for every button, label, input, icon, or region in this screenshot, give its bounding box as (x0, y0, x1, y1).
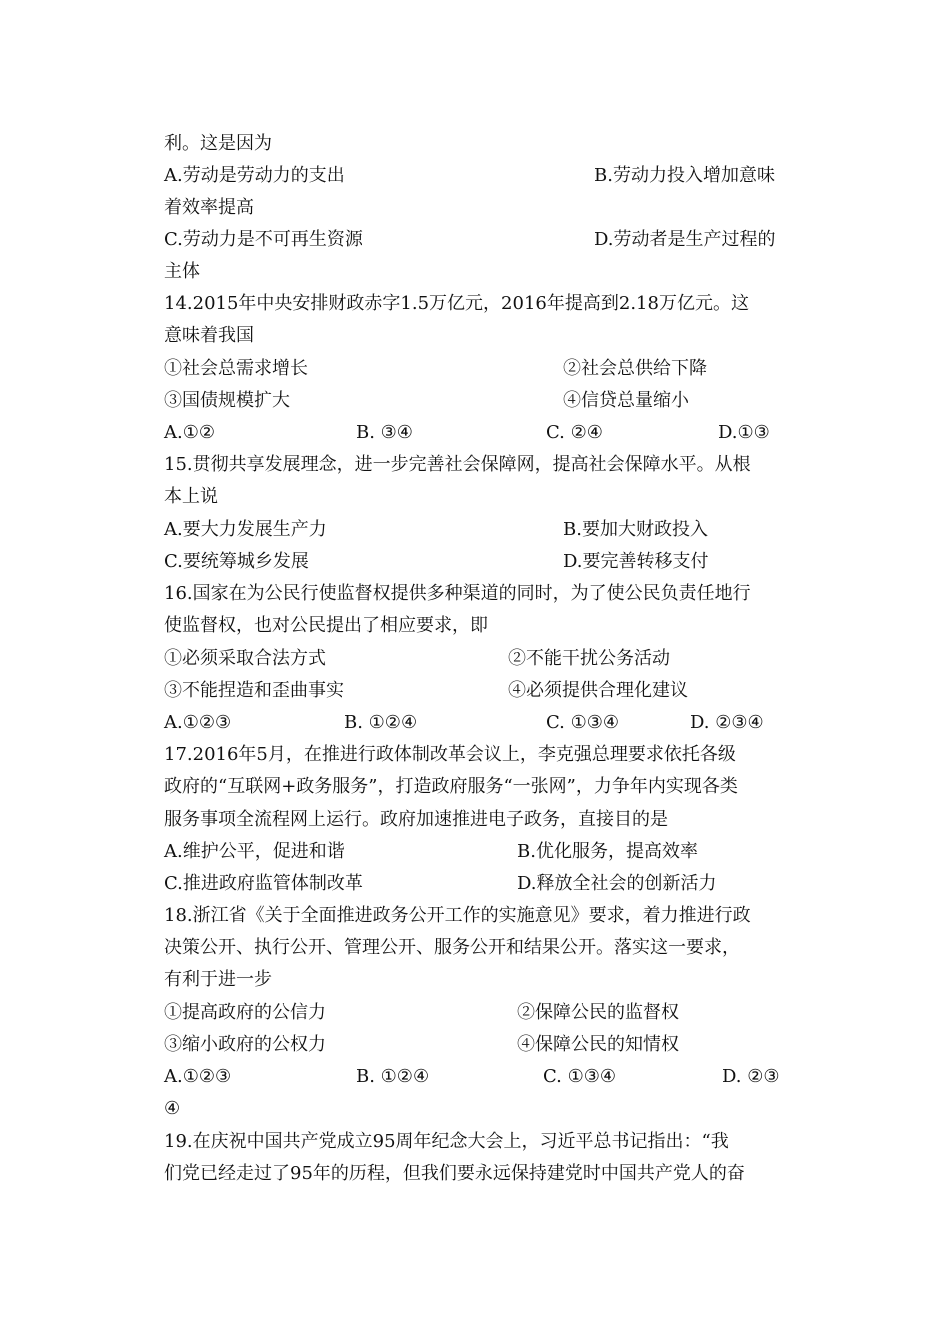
q18-item-2: ②保障公民的监督权 (517, 1002, 679, 1023)
q14-item-3: ③国债规模扩大 (164, 390, 290, 411)
q13-stem-end: 利。这是因为 (164, 133, 272, 154)
q15-option-c: C.要统筹城乡发展 (164, 551, 309, 572)
q17-option-c: C.推进政府监管体制改革 (164, 873, 363, 894)
q14-item-4: ④信贷总量缩小 (563, 390, 689, 411)
q16-option-c: C. ①③④ (546, 712, 619, 733)
q14-option-d: D.①③ (718, 422, 770, 443)
q18-option-c: C. ①③④ (543, 1066, 616, 1087)
q17-stem-line-1: 17.2016年5月，在推进行政体制改革会议上，李克强总理要求依托各级 (164, 744, 736, 765)
q16-item-1: ①必须采取合法方式 (164, 648, 326, 669)
q18-option-b: B. ①②④ (356, 1066, 430, 1087)
q14-option-a: A.①② (164, 422, 215, 443)
q17-option-d: D.释放全社会的创新活力 (517, 873, 717, 894)
q16-option-d: D. ②③④ (690, 712, 764, 733)
q14-stem-line-1: 14.2015年中央安排财政赤字1.5万亿元，2016年提高到2.18万亿元。这 (164, 293, 749, 314)
q14-option-b: B. ③④ (356, 422, 413, 443)
q14-option-c: C. ②④ (546, 422, 603, 443)
q14-stem-line-2: 意味着我国 (164, 325, 254, 346)
q16-item-4: ④必须提供合理化建议 (508, 680, 688, 701)
q16-item-3: ③不能捏造和歪曲事实 (164, 680, 344, 701)
q15-option-b: B.要加大财政投入 (563, 519, 708, 540)
q18-stem-line-1: 18.浙江省《关于全面推进政务公开工作的实施意见》要求，着力推进行政 (164, 905, 751, 926)
q13-option-b-continued: 着效率提高 (164, 197, 254, 218)
q15-option-a: A.要大力发展生产力 (164, 519, 327, 540)
q18-item-3: ③缩小政府的公权力 (164, 1034, 326, 1055)
q18-stem-line-3: 有利于进一步 (164, 969, 272, 990)
q16-stem-line-1: 16.国家在为公民行使监督权提供多种渠道的同时，为了使公民负责任地行 (164, 583, 751, 604)
q16-option-a: A.①②③ (164, 712, 232, 733)
q15-option-d: D.要完善转移支付 (563, 551, 709, 572)
q16-stem-line-2: 使监督权，也对公民提出了相应要求，即 (164, 615, 488, 636)
q13-option-b: B.劳动力投入增加意味 (594, 165, 775, 186)
q13-option-a: A.劳动是劳动力的支出 (164, 165, 345, 186)
q19-stem-line-2: 们党已经走过了95年的历程，但我们要永远保持建党时中国共产党人的奋 (164, 1163, 745, 1184)
q17-option-b: B.优化服务，提高效率 (517, 841, 698, 862)
q14-item-2: ②社会总供给下降 (563, 358, 707, 379)
q18-option-d-continued: ④ (164, 1098, 181, 1119)
q14-item-1: ①社会总需求增长 (164, 358, 308, 379)
q17-stem-line-2: 政府的“互联网+政务服务”，打造政府服务“一张网”，力争年内实现各类 (164, 776, 738, 797)
q13-option-c: C.劳动力是不可再生资源 (164, 229, 363, 250)
q15-stem-line-1: 15.贯彻共享发展理念，进一步完善社会保障网，提高社会保障水平。从根 (164, 454, 751, 475)
q17-stem-line-3: 服务事项全流程网上运行。政府加速推进电子政务，直接目的是 (164, 809, 668, 830)
q16-option-b: B. ①②④ (344, 712, 418, 733)
q16-item-2: ②不能干扰公务活动 (508, 648, 670, 669)
q18-item-1: ①提高政府的公信力 (164, 1002, 326, 1023)
q13-option-d-continued: 主体 (164, 261, 200, 282)
q15-stem-line-2: 本上说 (164, 486, 218, 507)
q13-option-d: D.劳动者是生产过程的 (594, 229, 776, 250)
q18-stem-line-2: 决策公开、执行公开、管理公开、服务公开和结果公开。落实这一要求， (164, 937, 740, 958)
q18-option-a: A.①②③ (164, 1066, 232, 1087)
q17-option-a: A.维护公平，促进和谐 (164, 841, 345, 862)
q18-item-4: ④保障公民的知情权 (517, 1034, 679, 1055)
q18-option-d: D. ②③ (722, 1066, 780, 1087)
q19-stem-line-1: 19.在庆祝中国共产党成立95周年纪念大会上，习近平总书记指出：“我 (164, 1131, 729, 1152)
